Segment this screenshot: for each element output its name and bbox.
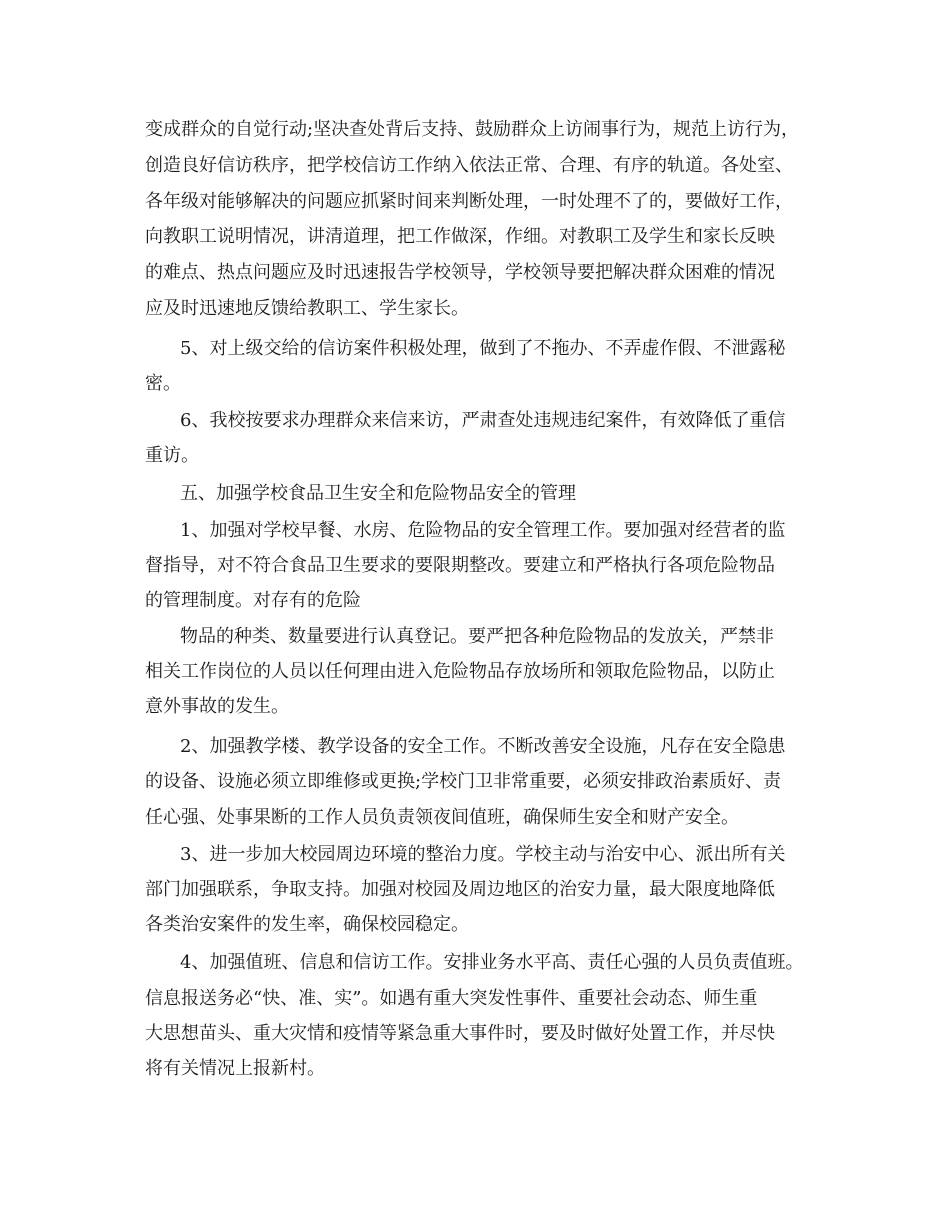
text-line: 的管理制度。对存有的危险: [145, 590, 361, 611]
text-line: 应及时迅速地反馈给教职工、学生家长。: [145, 298, 469, 319]
text-line: 的难点、热点问题应及时迅速报告学校领导，学校领导要把解决群众困难的情况: [145, 262, 775, 283]
text-line: 6、我校按要求办理群众来信来访，严肃查处违规违纪案件，有效降低了重信: [180, 410, 786, 431]
text-line: 各类治安案件的发生率，确保校园稳定。: [145, 914, 469, 935]
text-line: 意外事故的发生。: [145, 696, 289, 717]
text-line: 4、加强值班、信息和信访工作。安排业务水平高、责任心强的人员负责值班。: [180, 952, 804, 973]
text-line: 部门加强联系，争取支持。加强对校园及周边地区的治安力量，最大限度地降低: [145, 879, 775, 900]
text-line: 3、进一步加大校园周边环境的整治力度。学校主动与治安中心、派出所有关: [180, 844, 786, 865]
text-line: 将有关情况上报新村。: [145, 1058, 325, 1079]
text-line: 重访。: [145, 445, 199, 466]
text-line: 大思想苗头、重大灾情和疫情等紧急重大事件时，要及时做好处置工作，并尽快: [145, 1023, 775, 1044]
text-line: 相关工作岗位的人员以任何理由进入危险物品存放场所和领取危险物品，以防止: [145, 661, 775, 682]
text-line: 督指导，对不符合食品卫生要求的要限期整改。要建立和严格执行各项危险物品: [145, 555, 775, 576]
text-line: 1、加强对学校早餐、水房、危险物品的安全管理工作。要加强对经营者的监: [180, 520, 786, 541]
text-line: 变成群众的自觉行动;坚决查处背后支持、鼓励群众上访闹事行为，规范上访行为，: [145, 119, 800, 140]
text-line: 向教职工说明情况，讲清道理，把工作做深，作细。对教职工及学生和家长反映: [145, 226, 775, 247]
text-line: 的设备、设施必须立即维修或更换;学校门卫非常重要，必须安排政治素质好、责: [145, 771, 782, 792]
text-line: 5、对上级交给的信访案件积极处理，做到了不拖办、不弄虚作假、不泄露秘: [180, 338, 786, 359]
text-line: 各年级对能够解决的问题应抓紧时间来判断处理，一时处理不了的，要做好工作，: [145, 191, 793, 212]
text-line: 物品的种类、数量要进行认真登记。要严把各种危险物品的发放关，严禁非: [180, 626, 774, 647]
section-heading: 五、加强学校食品卫生安全和危险物品安全的管理: [180, 483, 576, 504]
text-line: 密。: [145, 373, 181, 394]
text-line: 信息报送务必“快、准、实”。如遇有重大突发性事件、重要社会动态、师生重: [145, 988, 758, 1009]
text-line: 创造良好信访秩序，把学校信访工作纳入依法正常、合理、有序的轨道。各处室、: [145, 155, 793, 176]
text-line: 2、加强教学楼、教学设备的安全工作。不断改善安全设施，凡存在安全隐患: [180, 736, 786, 757]
text-line: 任心强、处事果断的工作人员负责领夜间值班，确保师生安全和财产安全。: [145, 807, 739, 828]
